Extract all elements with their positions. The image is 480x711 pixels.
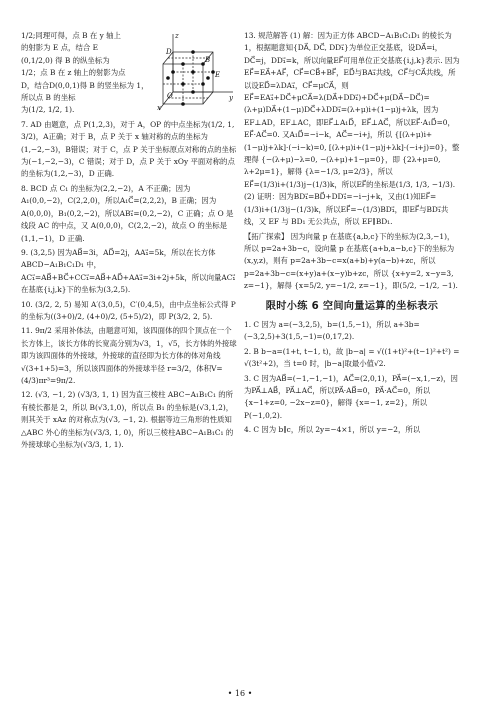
section-title: 限时小练 6 空间向量运算的坐标表示 (265, 300, 439, 312)
quiz-answer-3: 3. C 因为AB⃗=(−1,−1,−1)，AC⃗=(2,0,1)，PA⃗=(−x,1,−z)，因为PA⃗⊥AB⃗，PA⃗⊥AC⃗，所以PA⃗·AB⃗=0，PA⃗·AC⃗=0，所以 {x−1+z=0, −2x−z=0}，解得 {x=−1, z=2}，所以 P(−1,0,2). (244, 373, 458, 420)
axis-label-z: z (175, 32, 179, 40)
answer-item-7: 7. AD 由题意，点 P(1,2,3)，对于 A，OP 的中点坐标为(1/2, 1, 3/2)，A正确；对于 B，点 P 关于 x 轴对称的点的坐标为(1,−2,−3)，B错误；对于 C，点 P 关于坐标原点对称的点的坐标为(−1,−2,−3)，C 错误；对于 D，点 P 关于 xOy 平面对称的点的坐标为(1,2,−3)，D 正确. (21, 119, 237, 179)
intro-line: 1/2;同理可得，点 B 在 y 轴上 (21, 31, 121, 40)
axis-label-x: x (157, 104, 161, 112)
axis-label-y: y (229, 94, 233, 102)
intro-line: 1/2；点 B 在 z 轴上的射影为点 (21, 68, 126, 78)
intro-line: D，结合D(0,0,1)得 B 的竖坐标为 1，所以点 B 的坐标 (21, 80, 149, 103)
coordinate-cube-diagram (155, 30, 237, 114)
point-label-d: D (166, 48, 172, 56)
page-number: • 16 • (227, 689, 253, 698)
intro-line: 的射影为 E 点，结合 E (21, 43, 98, 53)
point-label-o: O (167, 92, 173, 100)
answer-item-11: 11. 9π/2 采用补体法，由题意可知，该四面体的四个顶点在一个长方体上，该长方体的长宽高分别为√3，1，√5，长方体的外接球即为该四面体的外接球，外接球的直径即为长方体的体对角线√(3+1+5)=3，所以该四面体的外接球半径 r=3/2，体积V=(4/3)πr³=9π/2. (21, 326, 237, 385)
intro-line: (0,1/2,0) 得 B 的纵坐标为 (21, 55, 110, 65)
answer-item-13-result: EF⃗=(1/3)i+(1/3)j−(1/3)k，所以EF⃗的坐标是(1/3, 1/3, −1/3). (244, 179, 456, 189)
intro-line: 为(1/2, 1/2, 1). (21, 105, 75, 115)
right-column (244, 30, 460, 437)
answer-item-13: 13. 规范解答 (1) 解：因为正方体 ABCD−A₁B₁C₁D₁ 的棱长为 1，根据题意知{DA⃗, DC⃗, DD₁⃗}为单位正交基底，设DA⃗=i，DC⃗=j，DD₁⃗=k，所以向量EF⃗可用单位正交基底{i,j,k}表示. 因为 EF⃗=EA⃗+AF⃗，CF⃗=CB⃗+BF⃗，ED⃗与BA₁⃗共线，CF⃗与CA⃗共线，所以设ED⃗=λDA₁⃗，CF⃗=μCA⃗，则EF⃗=EA₁⃗+DC⃗+μCA⃗=λ(DA⃗+DD₁⃗)+DC⃗+μ(DA⃗−DC⃗)=(λ+μ)DA⃗+(1−μ)DC⃗+λDD₁⃗=(λ+μ)i+(1−μ)j+λk，因为 EF⊥AD，EF⊥AC，即EF⃗⊥A₁D⃗，EF⃗⊥AC⃗，所以EF⃗·A₁D⃗=0，EF⃗·AC⃗=0. 又A₁D⃗=−i−k，AC⃗=−i+j，所以 {[(λ+μ)i+(1−μ)j+λk]·(−i−k)=0, [(λ+μ)i+(1−μ)j+λk]·(−i+j)=0}，整理得 {−(λ+μ)−λ=0, −(λ+μ)+1−μ=0}，即 {2λ+μ=0, λ+2μ=1}，解得 {λ=−1/3, μ=2/3}，所以 (244, 31, 460, 177)
cube-figure (155, 30, 237, 114)
quiz-answer-2: 2. B b−a=(1+t, t−1, t)，故 |b−a| = √((1+t)²+(t−1)²+t²) = √(3t²+2)，当 t=0 时，|b−a|取最小值√2. (244, 346, 460, 369)
answer-item-10: 10. (3/2, 2, 5) 易知 A′(3,0,5)，C′(0,4,5)，由中点坐标公式得 P 的坐标为((3+0)/2, (4+0)/2, (5+5)/2)，即 P(3/2, 2, 5). (21, 299, 236, 321)
answer-item-9: 9. (3,2,5) 因为AB⃗=3i，AD⃗=2j，AA₁⃗=5k，所以在长方体 ABCD−A₁B₁C₁D₁ 中，AC₁⃗=AB⃗+BC⃗+CC₁⃗=AB⃗+AD⃗+AA₁⃗=3i+2j+5k，所以向量AC₁⃗在基底{i,j,k}下的坐标为(3,2,5). (21, 247, 236, 295)
point-label-b: B (205, 56, 211, 64)
extension-exploration: 【拓广探索】 因为向量 p 在基底{a,b,c}下的坐标为(2,3,−1)，所以 p=2a+3b−c，设向量 p 在基底{a+b,a−b,c}下的坐标为(x,y,z)，则有 p=2a+3b−c=x(a+b)+y(a−b)+zc，所以 p=2a+3b−c=(x+y)a+(x−y)b+zc，所以 {x+y=2, x−y=3, z=−1}，解得 {x=5/2, y=−1/2, z=−1}，即(5/2, −1/2, −1). (244, 231, 458, 291)
quiz-answer-4: 4. C 因为 b∥c，所以 2y=−4×1，所以 y=−2，所以 (244, 425, 421, 435)
point-label-e: E (215, 71, 221, 79)
left-column (21, 30, 237, 451)
answer-item-12: 12. (√3, −1, 2) (√3/3, 1, 1) 因为直三棱柱 ABC−A₁B₁C₁ 的所有棱长都是 2，所以 B(√3,1,0)，所以点 B₁ 的坐标是(√3,1,2)，则其关于 xAz 的对称点为(√3, −1, 2). 根据等边三角形的性质知△ABC 外心的坐标为(√3/3, 1, 0)，所以三棱柱ABC−A₁B₁C₁ 的外接球球心坐标为(√3/3, 1, 1). (21, 390, 234, 449)
quiz-answer-1: 1. C 因为 a=(−3,2,5)，b=(1,5,−1)，所以 a+3b=(−3,2,5)+3(1,5,−1)=(0,17,2). (244, 319, 420, 342)
answer-item-13-proof: (2) 证明：因为BD₁⃗=BD⃗+DD₁⃗=−i−j+k，又由(1)知EF⃗=(1/3)i+(1/3)j−(1/3)k，所以EF⃗=−(1/3)BD₁⃗，即EF⃗与BD₁⃗共线，又 EF 与 BD₁ 无公共点，所以 EF∥BD₁. (244, 192, 449, 227)
answer-item-8: 8. BCD 点 C₁ 的坐标为(2,2,−2)，A 不正确；因为 A₁(0,0,−2)，C(2,2,0)，所以A₁C⃗=(2,2,2)，B 正确；因为 A(0,0,0)，B₁(0,2,−2)，所以AB₁⃗=(0,2,−2)，C 正确；点 O 是线段 AC 的中点，又 A(0,0,0)，C(2,2,−2)，故点 O 的坐标是(1,1,−1)，D 正确. (21, 183, 234, 243)
